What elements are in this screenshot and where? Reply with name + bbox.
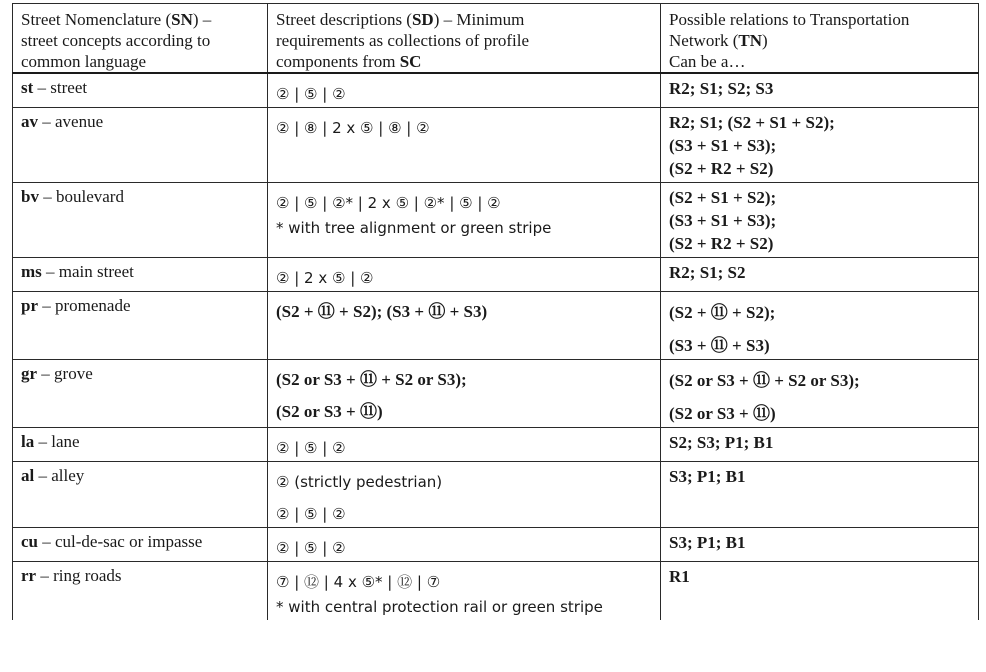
network-relation: S3; P1; B1 [669,533,746,552]
street-description-cell [268,183,661,258]
street-description-cell [268,428,661,462]
table-row-gr [13,360,979,428]
transportation-network-cell [661,183,979,258]
network-relation: R2; S1; S2; S3 [669,79,774,98]
street-code: av [21,112,38,131]
transportation-network-cell [661,562,979,621]
profile-components: ② | ⑤ | ② [276,439,346,457]
street-code: la [21,432,35,451]
transportation-network-cell [661,462,979,528]
profile-components: ⑦ | ⑫ | 4 x ⑤* | ⑫ | ⑦ [276,573,441,591]
network-relation: S3; P1; B1 [669,467,746,486]
network-relation: (S2 or S3 + ⑪) [669,404,776,423]
network-relation: (S2 + S1 + S2); [669,188,777,207]
profile-components: ② | ⑤ | ② [276,85,346,103]
street-name: – promenade [38,296,131,315]
table-row-ms [13,258,979,292]
street-nomenclature-cell [13,528,268,562]
network-relation: (S3 + S1 + S3); [669,211,777,230]
network-relation: R1 [669,567,690,586]
profile-components: ② | ⑤ | ②* | 2 x ⑤ | ②* | ⑤ | ② [276,194,501,212]
table-row-av [13,108,979,183]
street-description-cell [268,528,661,562]
header-street-descriptions: Street descriptions (SD) – Minimum requirements as collections of profile components from SC [268,4,661,74]
street-name: – main street [41,262,134,281]
street-description-cell [268,360,661,428]
street-name: – cul-de-sac or impasse [38,532,203,551]
street-code: ms [21,262,42,281]
network-relation: S2; S3; P1; B1 [669,433,774,452]
network-relation: R2; S1; S2 [669,263,746,282]
network-relation: (S3 + ⑪ + S3) [669,336,770,355]
profile-components: ② | ⑤ | ② [276,539,346,557]
street-nomenclature-table [12,3,979,620]
profile-components: (S2 or S3 + ⑪ + S2 or S3); [276,370,467,389]
street-nomenclature-cell [13,360,268,428]
transportation-network-cell [661,428,979,462]
header-transportation-network: Possible relations to Transportation Network (TN) Can be a… [661,4,979,74]
street-table-container [12,3,978,620]
network-relation: (S2 or S3 + ⑪ + S2 or S3); [669,371,860,390]
description-note: * with tree alignment or green stripe [276,219,552,237]
street-description-cell [268,73,661,108]
header-street-nomenclature: Street Nomenclature (SN) – street concepts according to common language [13,4,268,74]
table-row-pr [13,292,979,360]
description-note: * with central protection rail or green stripe [276,598,603,616]
street-nomenclature-cell [13,73,268,108]
street-name: – boulevard [38,187,124,206]
street-name: – street [33,78,88,97]
table-row-cu [13,528,979,562]
street-code: pr [21,296,38,315]
street-nomenclature-cell [13,462,268,528]
street-code: al [21,466,35,485]
profile-components: ② | ⑤ | ② [276,505,346,523]
profile-components: ② | 2 x ⑤ | ② [276,269,374,287]
profile-components: (S2 or S3 + ⑪) [276,402,383,421]
transportation-network-cell [661,360,979,428]
street-nomenclature-cell [13,258,268,292]
table-row-rr [13,562,979,621]
street-name: – avenue [38,112,104,131]
street-description-cell [268,462,661,528]
street-code: gr [21,364,38,383]
street-nomenclature-cell [13,108,268,183]
profile-components: ② (strictly pedestrian) [276,473,443,491]
street-description-cell [268,292,661,360]
street-nomenclature-cell [13,292,268,360]
street-description-cell [268,108,661,183]
network-relation: (S2 + R2 + S2) [669,234,774,253]
street-description-cell [268,562,661,621]
street-name: – grove [37,364,93,383]
street-code: st [21,78,34,97]
network-relation: (S2 + R2 + S2) [669,159,774,178]
table-row-la [13,428,979,462]
street-description-cell [268,258,661,292]
street-code: bv [21,187,39,206]
transportation-network-cell [661,73,979,108]
table-row-bv [13,183,979,258]
transportation-network-cell [661,108,979,183]
transportation-network-cell [661,258,979,292]
street-name: – ring roads [36,566,122,585]
transportation-network-cell [661,528,979,562]
street-name: – alley [34,466,85,485]
street-name: – lane [34,432,80,451]
network-relation: (S3 + S1 + S3); [669,136,777,155]
profile-components: ② | ⑧ | 2 x ⑤ | ⑧ | ② [276,119,430,137]
table-row-st [13,73,979,108]
header-row [13,4,979,74]
transportation-network-cell [661,292,979,360]
network-relation: (S2 + ⑪ + S2); [669,303,776,322]
street-nomenclature-cell [13,428,268,462]
table-row-al [13,462,979,528]
street-code: cu [21,532,38,551]
street-nomenclature-cell [13,183,268,258]
street-nomenclature-cell [13,562,268,621]
profile-components: (S2 + ⑪ + S2); (S3 + ⑪ + S3) [276,302,488,321]
network-relation: R2; S1; (S2 + S1 + S2); [669,113,835,132]
street-code: rr [21,566,37,585]
